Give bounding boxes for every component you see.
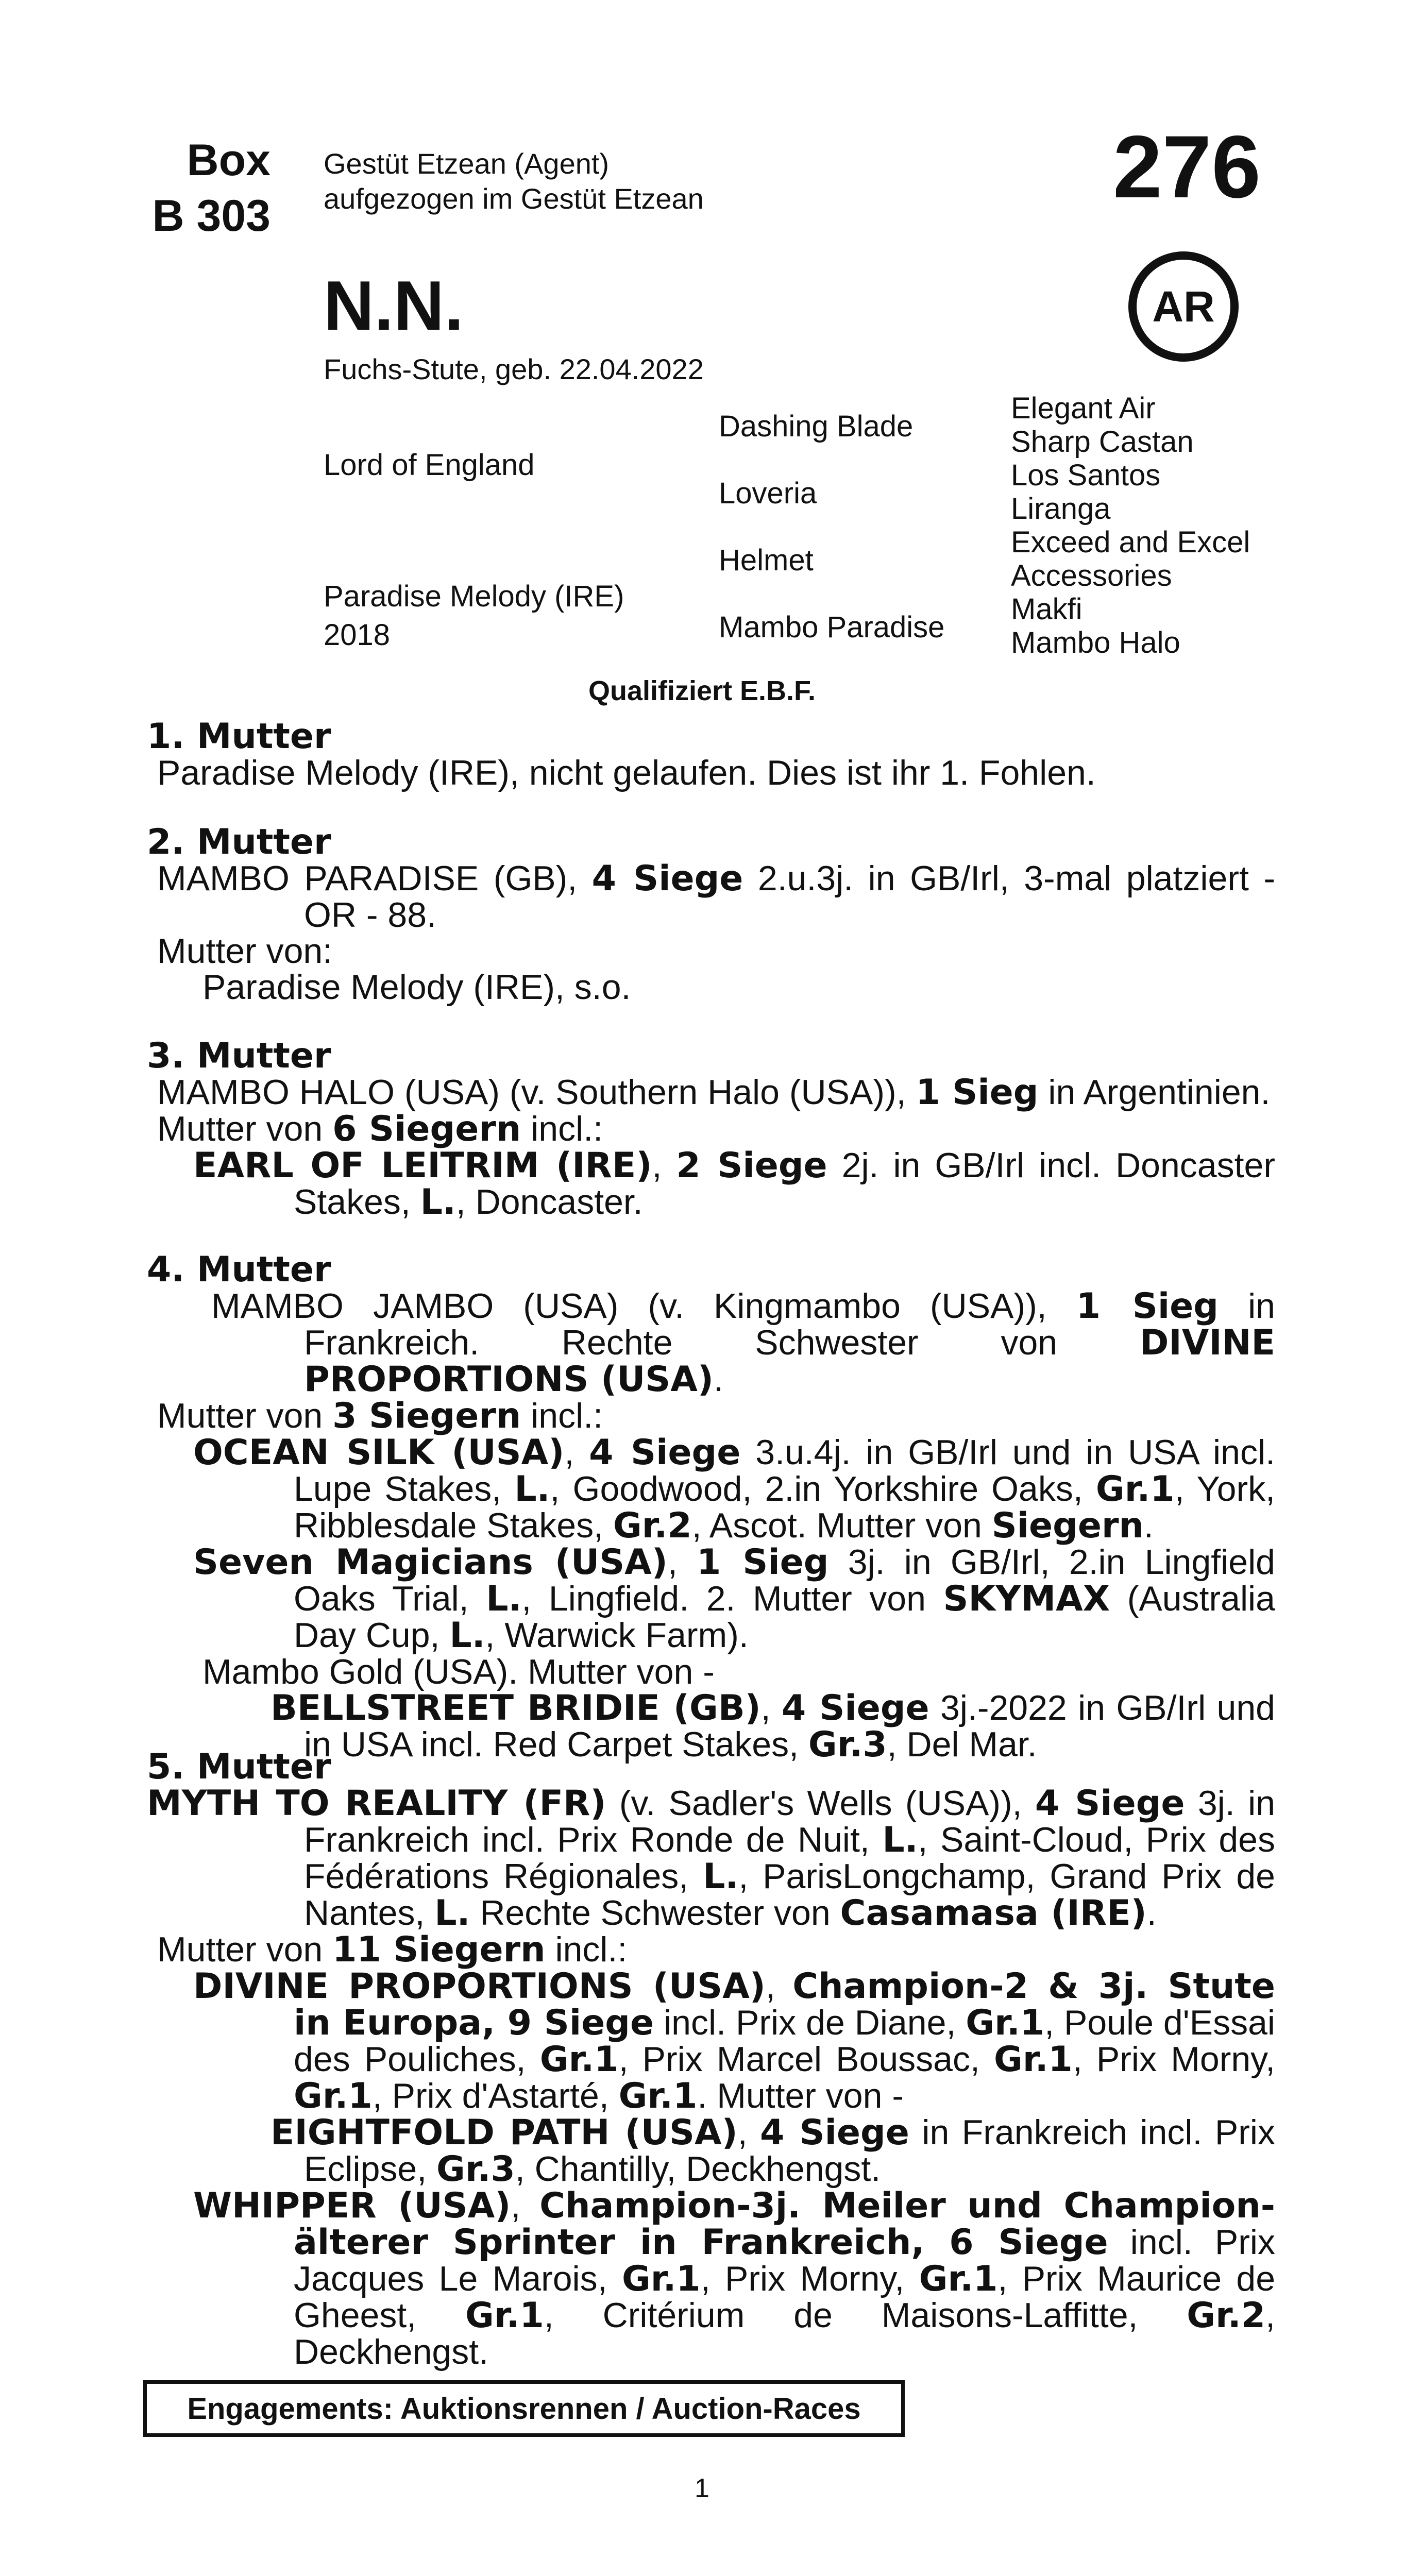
record-text: in Frankreich incl. Prix Eclipse,: [304, 2113, 1275, 2189]
separator: ,: [511, 2186, 540, 2225]
dam4-record: [147, 1288, 1275, 1398]
wins-count: 1 Sieg: [916, 1072, 1039, 1113]
sibling-name: DIVINE PROPORTIONS (USA): [304, 1323, 1275, 1400]
record-text: , Del Mar.: [887, 1725, 1037, 1764]
horse-name: OCEAN SILK (USA): [193, 1432, 565, 1473]
record-text: in Frankreich. Rechte Schwester von: [304, 1286, 1275, 1362]
race-grade: Gr.1: [294, 2076, 373, 2116]
incl-label: incl.:: [521, 1396, 603, 1435]
wins-count: 4 Siege: [591, 858, 743, 899]
record-text: in Argentinien.: [1038, 1073, 1271, 1112]
race-grade: L.: [486, 1579, 522, 1619]
dam5-record: [147, 1783, 1276, 1934]
engagements-box: Engagements: Auktionsrennen / Auction-Races: [143, 2380, 905, 2437]
winners-count: 11 Siegern: [332, 1929, 546, 1970]
record-text: , Prix Morny,: [700, 2259, 919, 2298]
record-text: 2j. in GB/Irl incl. Doncaster Stakes,: [294, 1146, 1275, 1222]
ar-badge: AR: [1128, 251, 1239, 362]
separator: ,: [667, 1543, 697, 1582]
record-text: , Poule d'Essai des Pouliches,: [294, 2003, 1275, 2079]
sire-note: (v. Sadler's Wells (USA)),: [606, 1784, 1035, 1823]
race-grade: Gr.1: [919, 2259, 998, 2299]
dam2-record: [147, 860, 1275, 933]
horse-description: Fuchs-Stute, geb. 22.04.2022: [324, 353, 704, 385]
wins-count: 4 Siege: [760, 2112, 909, 2153]
pedigree-gen3-item: Exceed and Excel: [1011, 526, 1250, 559]
race-grade: L.: [434, 1893, 470, 1934]
race-grade: Gr.3: [808, 1724, 887, 1765]
section-heading: 4. Mutter: [147, 1249, 331, 1290]
record-text: (Australia Day Cup,: [294, 1579, 1275, 1655]
race-grade: Gr.1: [1095, 1469, 1175, 1510]
offspring-entry: [147, 1544, 1275, 1654]
pedigree-gen2-item: Mambo Paradise: [719, 611, 945, 644]
record-text: , Prix d'Astarté,: [372, 2076, 619, 2115]
separator: ,: [737, 2113, 760, 2152]
offspring-entry: [147, 2114, 1275, 2188]
record-text: incl. Prix Jacques Le Marois,: [294, 2223, 1275, 2298]
record-text: , York, Ribblesdale Stakes,: [294, 1469, 1275, 1545]
race-grade: Gr.1: [465, 2295, 544, 2336]
horse-name: MYTH TO REALITY (FR): [147, 1783, 606, 1824]
pedigree-dam-year: 2018: [324, 618, 391, 652]
race-grade: Gr.1: [994, 2039, 1073, 2080]
record-text: 3j. in Frankreich incl. Prix Ronde de Nuit,: [304, 1784, 1276, 1859]
wins-count: 1 Sieg: [1076, 1286, 1219, 1327]
offspring-entry: [147, 1968, 1275, 2114]
section-dam-2: [147, 824, 1275, 1005]
record-text: .: [1146, 1893, 1157, 1933]
separator: ,: [564, 1433, 589, 1472]
offspring-entry: [147, 2185, 1276, 2371]
page-number: 1: [695, 2473, 709, 2503]
pedigree-gen3-item: Makfi: [1011, 592, 1082, 626]
record-text: . Mutter von -: [697, 2076, 904, 2115]
mother-of-line: [147, 1931, 1275, 1968]
race-grade: Gr.1: [621, 2259, 701, 2299]
wins-count: 2 Siege: [676, 1145, 827, 1186]
horse-name: MAMBO HALO (USA) (v. Southern Halo (USA)),: [157, 1073, 916, 1112]
horse-name: WHIPPER (USA): [193, 2185, 511, 2226]
pedigree-sire: Lord of England: [324, 448, 535, 482]
mother-of-line: [147, 1111, 1275, 1147]
section-dam-3: [147, 1038, 1275, 1221]
offspring-entry: Mambo Gold (USA). Mutter von -: [202, 1652, 715, 1691]
wins-count: 4 Siege: [782, 1688, 929, 1728]
record-text: , Goodwood, 2.in Yorkshire Oaks,: [550, 1469, 1096, 1509]
mother-of-label: Mutter von:: [157, 931, 333, 971]
section-heading: 5. Mutter: [147, 1747, 331, 1787]
box-number: B 303: [152, 191, 270, 241]
pedigree-gen2-item: Dashing Blade: [719, 410, 914, 443]
record-text: 3.u.4j. in GB/Irl und in USA incl. Lupe Stakes,: [294, 1433, 1275, 1509]
race-grade: L.: [703, 1856, 739, 1897]
mother-of-label: Mutter von: [157, 1109, 333, 1148]
section-heading: 2. Mutter: [147, 822, 331, 862]
pedigree-gen3-item: Accessories: [1011, 559, 1172, 592]
horse-name: EARL OF LEITRIM (IRE): [193, 1145, 652, 1186]
race-grade: Gr.1: [618, 2076, 698, 2116]
race-grade: Gr.3: [436, 2149, 515, 2190]
horse-name: N.N.: [324, 266, 464, 345]
race-grade: Gr.2: [1187, 2295, 1266, 2336]
horse-name: DIVINE PROPORTIONS (USA): [193, 1966, 766, 2007]
record-text: 3j. in GB/Irl, 2.in Lingfield Oaks Trial,: [294, 1543, 1275, 1618]
winners-count: 3 Siegern: [332, 1396, 521, 1436]
record-text: , Chantilly, Deckhengst.: [515, 2149, 881, 2189]
pedigree-gen3-item: Liranga: [1011, 492, 1111, 526]
incl-label: incl.:: [521, 1109, 603, 1148]
mother-of-label: Mutter von: [157, 1396, 333, 1435]
record-text: .: [713, 1360, 723, 1399]
horse-name: BELLSTREET BRIDIE (GB): [270, 1688, 761, 1728]
dam1-text: Paradise Melody (IRE), nicht gelaufen. Dies ist ihr 1. Fohlen.: [157, 753, 1096, 792]
section-dam-5: [147, 1749, 1275, 2370]
record-text: 2.u.3j. in GB/Irl, 3-mal platziert - OR - 88.: [304, 859, 1275, 935]
record-text: , Lingfield. 2. Mutter von: [521, 1579, 943, 1618]
separator: ,: [652, 1146, 676, 1185]
pedigree-gen2-item: Helmet: [719, 544, 814, 577]
incl-label: incl.:: [545, 1930, 628, 1969]
horse-name: Seven Magicians (USA): [193, 1542, 668, 1583]
section-dam-4: [147, 1249, 1275, 1765]
dam3-record: [147, 1074, 1275, 1111]
record-text: , Critérium de Maisons-Laffitte,: [544, 2296, 1187, 2335]
race-grade: L.: [514, 1469, 550, 1510]
horse-name: EIGHTFOLD PATH (USA): [270, 2112, 738, 2153]
race-grade: Gr.1: [966, 2003, 1045, 2043]
mother-of-label: Mutter von: [157, 1930, 333, 1969]
record-text: incl. Prix de Diane,: [654, 2003, 966, 2042]
record-text: , Saint-Cloud, Prix des Fédérations Régionales,: [304, 1820, 1276, 1896]
qualification-note: Qualifiziert E.B.F.: [588, 675, 816, 706]
sibling-name: Casamasa (IRE): [840, 1893, 1147, 1934]
pedigree-dam: Paradise Melody (IRE): [324, 580, 624, 613]
raised-at: aufgezogen im Gestüt Etzean: [324, 182, 704, 215]
agent-name: Gestüt Etzean (Agent): [324, 147, 610, 180]
separator: ,: [760, 1688, 782, 1727]
champion-title: Champion-2 & 3j. Stute in Europa, 9 Siege: [294, 1966, 1275, 2043]
box-label: Box: [187, 135, 270, 185]
offspring-entry: Paradise Melody (IRE), s.o.: [202, 968, 631, 1007]
record-text: , Prix Maurice de Gheest,: [294, 2259, 1276, 2335]
offspring-entry: [147, 1147, 1275, 1221]
record-text: Rechte Schwester von: [470, 1893, 840, 1933]
record-text: , Prix Marcel Boussac,: [618, 2040, 994, 2079]
wins-count: 1 Sieg: [697, 1542, 829, 1583]
separator: ,: [765, 1967, 793, 2006]
winners-label: Siegern: [991, 1505, 1144, 1546]
race-grade: L.: [420, 1182, 456, 1223]
pedigree-gen3-item: Sharp Castan: [1011, 425, 1194, 459]
winners-count: 6 Siegern: [332, 1109, 521, 1149]
record-text: , Ascot. Mutter von: [691, 1506, 992, 1545]
record-text: 3j.-2022 in GB/Irl und in USA incl. Red Carpet Stakes,: [304, 1688, 1275, 1764]
race-grade: L.: [882, 1820, 918, 1860]
record-text: , ParisLongchamp, Grand Prix de Nantes,: [304, 1857, 1275, 1933]
wins-count: 4 Siege: [589, 1432, 741, 1473]
pedigree-gen2-item: Loveria: [719, 477, 817, 510]
section-dam-1: [147, 716, 1275, 792]
record-text: , Doncaster.: [455, 1182, 643, 1222]
pedigree-gen3-item: Elegant Air: [1011, 392, 1156, 425]
horse-name: MAMBO PARADISE (GB),: [157, 859, 578, 898]
record-text: , Warwick Farm).: [485, 1616, 749, 1655]
race-grade: L.: [449, 1615, 485, 1656]
race-grade: Gr.2: [613, 1505, 692, 1546]
mother-of-line: [147, 1398, 1275, 1434]
section-heading: 3. Mutter: [147, 1036, 331, 1076]
record-text: , Deckhengst.: [294, 2296, 1275, 2371]
pedigree-gen3-item: Mambo Halo: [1011, 626, 1180, 659]
offspring-entry: [147, 1434, 1275, 1544]
horse-name: SKYMAX: [943, 1579, 1110, 1619]
race-grade: Gr.1: [539, 2039, 619, 2080]
pedigree-gen3-item: Los Santos: [1011, 459, 1161, 492]
wins-count: 4 Siege: [1035, 1783, 1185, 1824]
horse-name: MAMBO JAMBO (USA) (v. Kingmambo (USA)),: [211, 1286, 1076, 1326]
champion-title: Champion-3j. Meiler und Champion-älterer Sprinter in Frankreich, 6 Siege: [294, 2185, 1276, 2263]
section-heading: 1. Mutter: [147, 716, 331, 757]
record-text: .: [1143, 1506, 1154, 1545]
lot-number: 276: [1113, 117, 1261, 216]
record-text: , Prix Morny,: [1072, 2040, 1275, 2079]
